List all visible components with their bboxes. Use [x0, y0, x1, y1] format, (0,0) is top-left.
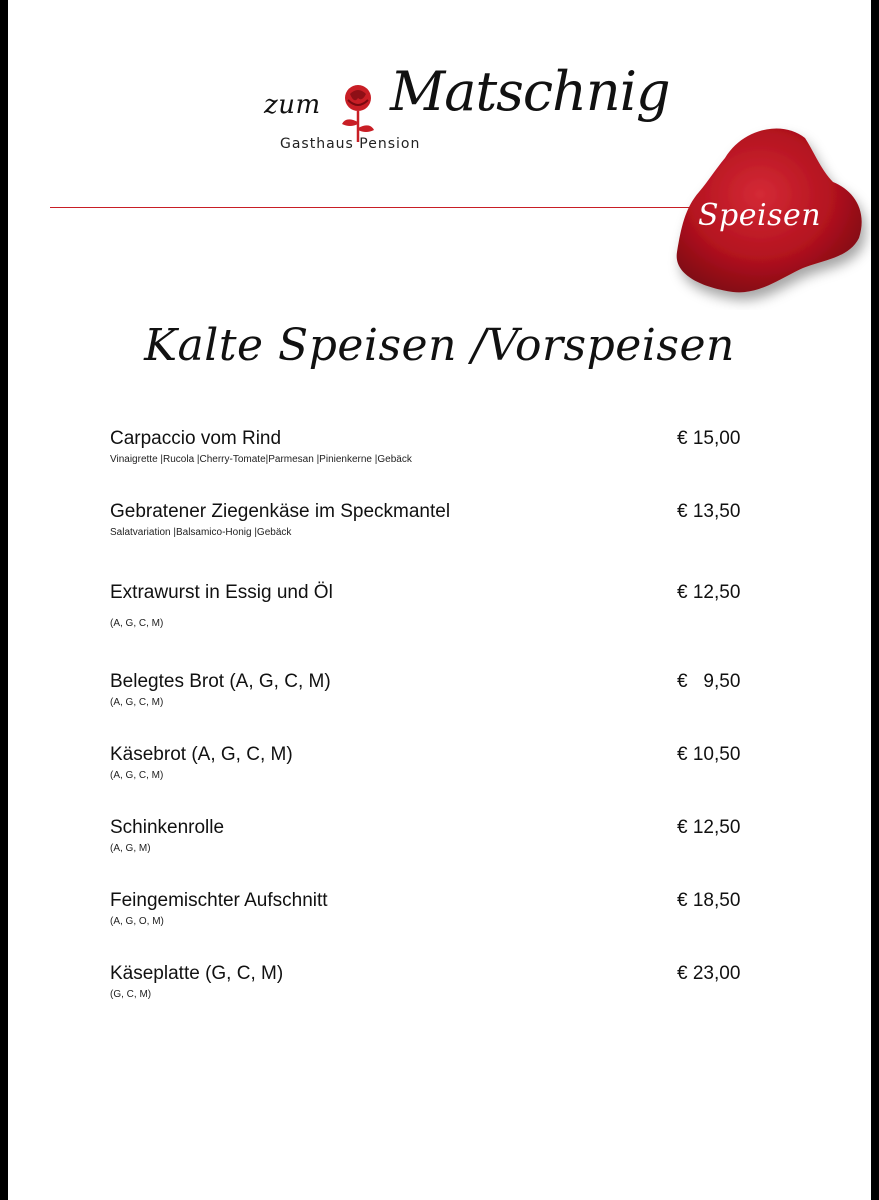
item-description: (G, C, M) [110, 989, 152, 1000]
menu-item [110, 501, 770, 539]
menu-item [110, 744, 770, 782]
item-name: Schinkenrolle [110, 817, 225, 838]
item-price: € 10,50 [677, 744, 741, 765]
item-price: € 12,50 [677, 582, 741, 603]
item-price: € 9,50 [677, 671, 741, 692]
item-description: (A, G, C, M) [110, 618, 164, 629]
item-name: Belegtes Brot (A, G, C, M) [110, 671, 331, 692]
item-price: € 15,00 [677, 428, 741, 449]
menu-item [110, 671, 770, 709]
item-price: € 23,00 [677, 963, 741, 984]
logo-prefix: zum [264, 90, 321, 120]
item-price: € 18,50 [677, 890, 741, 911]
menu-item [110, 817, 770, 855]
item-description: Salatvariation |Balsamico-Honig |Gebäck [110, 527, 292, 538]
item-description: (A, G, C, M) [110, 770, 164, 781]
logo-subtitle: Gasthaus Pension [280, 136, 421, 152]
menu-item [110, 428, 770, 466]
menu-item [110, 963, 770, 1001]
item-description: (A, G, M) [110, 843, 151, 854]
menu-item [110, 582, 770, 630]
item-name: Extrawurst in Essig und Öl [110, 582, 333, 603]
rose-icon [336, 82, 380, 144]
logo [258, 58, 670, 168]
menu-page [8, 0, 871, 1200]
menu-item [110, 890, 770, 928]
item-name: Feingemischter Aufschnitt [110, 890, 328, 911]
logo-name: Matschnig [390, 60, 670, 123]
header-divider [50, 207, 710, 208]
tab-speisen: Speisen [698, 198, 822, 233]
item-name: Käseplatte (G, C, M) [110, 963, 284, 984]
item-name: Gebratener Ziegenkäse im Speckmantel [110, 501, 451, 522]
item-price: € 13,50 [677, 501, 741, 522]
item-description: (A, G, O, M) [110, 916, 164, 927]
item-name: Carpaccio vom Rind [110, 428, 282, 449]
item-description: Vinaigrette |Rucola |Cherry-Tomate|Parmesan |Pinienkerne |Gebäck [110, 454, 412, 465]
item-price: € 12,50 [677, 817, 741, 838]
section-title: Kalte Speisen /Vorspeisen [144, 320, 735, 371]
item-description: (A, G, C, M) [110, 697, 164, 708]
item-name: Käsebrot (A, G, C, M) [110, 744, 293, 765]
